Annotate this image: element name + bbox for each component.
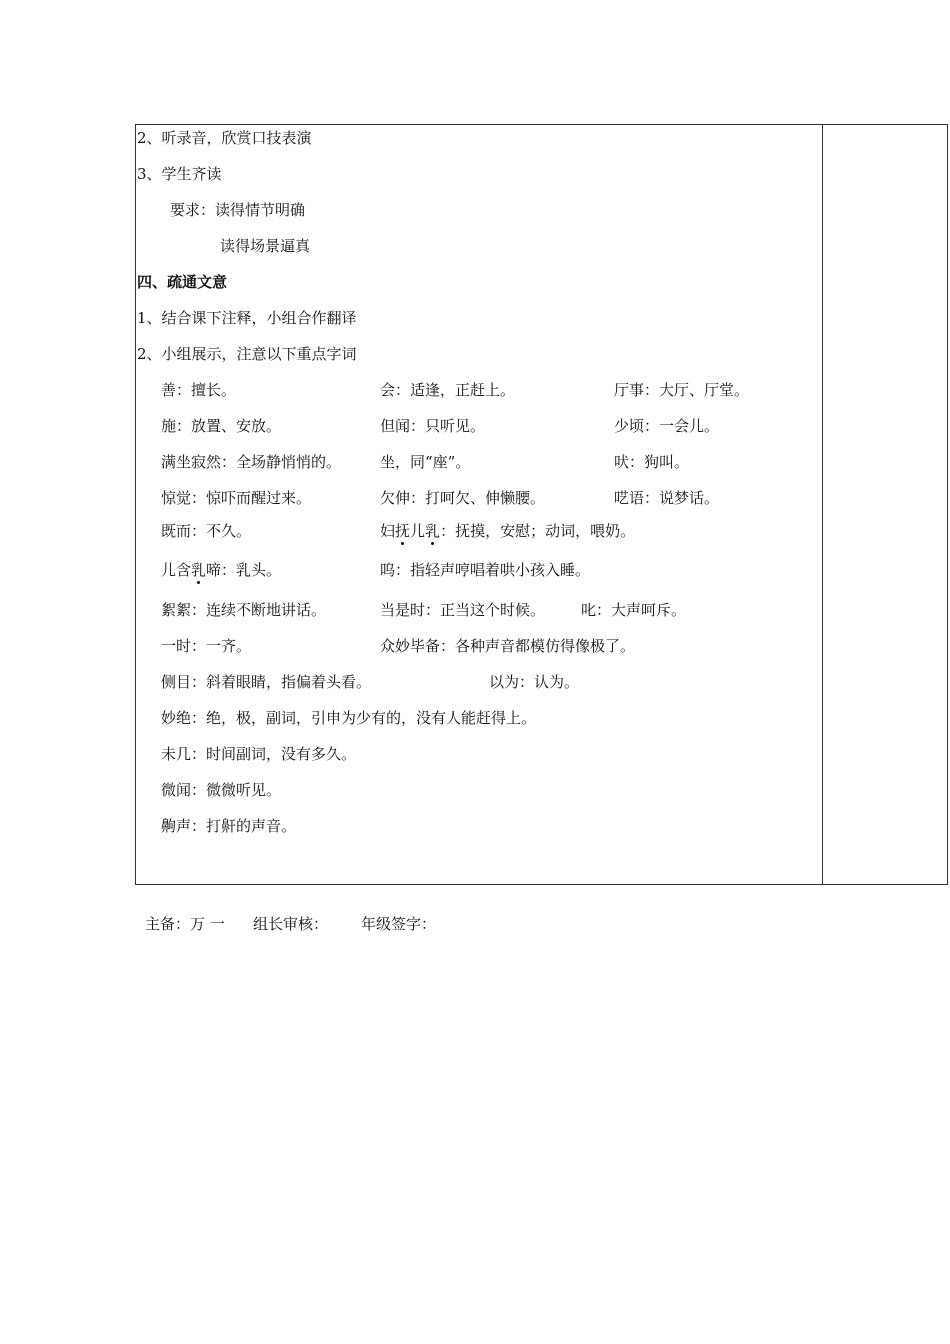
- footer-grade-signature: 年级签字：: [361, 915, 437, 933]
- vocab-entry: 絮絮：连续不断地讲话。: [161, 601, 327, 619]
- vocab-entry: 呓语：说梦话。: [614, 489, 720, 507]
- vocab-entry: 施：放置、安放。: [161, 417, 282, 435]
- vocab-text: 儿含: [161, 561, 192, 579]
- section-heading: 四、疏通文意: [137, 273, 228, 291]
- vocab-text: 妇: [380, 522, 396, 540]
- footer-leader-review: 组长审核：: [253, 915, 329, 933]
- vocab-entry-dotted: [380, 522, 635, 540]
- requirement-1: 要求：读得情节明确: [170, 201, 306, 219]
- vocab-text: ：抚摸，安慰；动词，喂奶。: [440, 522, 636, 540]
- vocab-entry: 以为：认为。: [489, 673, 580, 691]
- vocab-entry: 善：擅长。: [161, 381, 237, 399]
- requirement-2: 读得场景逼真: [220, 237, 311, 255]
- vocab-entry: 但闻：只听见。: [380, 417, 486, 435]
- listen-recording-item: 2、听录音，欣赏口技表演: [137, 129, 312, 147]
- vocab-entry: 惊觉：惊吓而醒过来。: [161, 489, 312, 507]
- emphasis-char: 乳: [425, 522, 441, 540]
- vocab-entry: 叱：大声呵斥。: [581, 601, 687, 619]
- vocab-entry: 吠：狗叫。: [614, 453, 690, 471]
- table-column-divider: [822, 124, 823, 885]
- vocab-entry: 微闻：微微听见。: [161, 781, 282, 799]
- translate-item: 1、结合课下注释，小组合作翻译: [137, 309, 357, 327]
- vocab-entry: 满坐寂然：全场静悄悄的。: [161, 453, 342, 471]
- present-item: 2、小组展示，注意以下重点字词: [137, 345, 357, 363]
- footer-preparer: 主备：万 一: [145, 915, 225, 933]
- vocab-entry: 少顷：一会儿。: [614, 417, 720, 435]
- vocab-entry: 坐，同“座”。: [380, 453, 471, 471]
- vocab-entry: 当是时：正当这个时候。: [380, 601, 546, 619]
- vocab-entry: 厅事：大厅、厅堂。: [614, 381, 750, 399]
- read-aloud-item: 3、学生齐读: [137, 165, 222, 183]
- vocab-entry-dotted: [161, 561, 281, 579]
- vocab-entry: 会：适逢，正赶上。: [380, 381, 516, 399]
- vocab-entry: 一时：一齐。: [161, 637, 252, 655]
- vocab-entry: 妙绝：绝，极，副词，引申为少有的，没有人能赶得上。: [161, 709, 537, 727]
- vocab-entry: 未几：时间副词，没有多久。: [161, 745, 357, 763]
- emphasis-char: 乳: [191, 561, 207, 579]
- vocab-entry: 侧目：斜着眼睛，指偏着头看。: [161, 673, 372, 691]
- vocab-text: 啼：乳头。: [206, 561, 282, 579]
- vocab-text: 儿: [410, 522, 426, 540]
- vocab-entry: 欠伸：打呵欠、伸懒腰。: [380, 489, 546, 507]
- vocab-entry: 众妙毕备：各种声音都模仿得像极了。: [380, 637, 636, 655]
- vocab-entry: 既而：不久。: [161, 522, 252, 540]
- emphasis-char: 抚: [395, 522, 411, 540]
- vocab-entry: 齁声：打鼾的声音。: [161, 817, 297, 835]
- vocab-entry: 呜：指轻声哼唱着哄小孩入睡。: [380, 561, 591, 579]
